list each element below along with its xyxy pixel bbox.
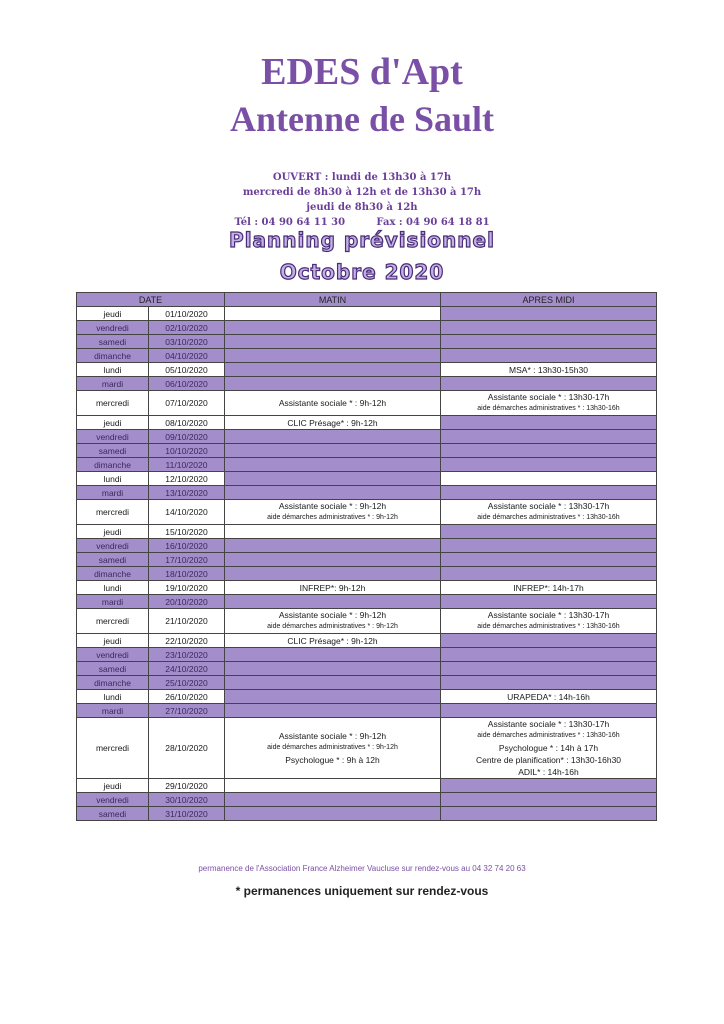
slot-entry: Assistante sociale * : 13h30-17h (487, 719, 610, 729)
apres-midi-cell (441, 690, 657, 704)
row-date: 31/10/2020 (149, 807, 225, 821)
slot-entry: CLIC Présage* : 9h-12h (287, 417, 378, 428)
table-row (77, 472, 657, 486)
table-row (77, 363, 657, 377)
apres-midi-cell (441, 634, 657, 648)
matin-cell (225, 704, 441, 718)
table-row (77, 486, 657, 500)
row-date: 10/10/2020 (149, 444, 225, 458)
row-date: 23/10/2020 (149, 648, 225, 662)
hours-line-2: mercredi de 8h30 à 12h et de 13h30 à 17h (242, 187, 482, 198)
row-date: 01/10/2020 (149, 307, 225, 321)
table-row (77, 595, 657, 609)
matin-cell (225, 609, 441, 634)
table-row (77, 391, 657, 416)
table-row (77, 807, 657, 821)
apres-midi-cell (441, 500, 657, 525)
apres-midi-cell (441, 472, 657, 486)
matin-cell (225, 458, 441, 472)
slot-entry: Assistante sociale * : 9h-12h (278, 398, 387, 408)
apres-midi-cell (441, 676, 657, 690)
slot-entry: CLIC Présage* : 9h-12h (287, 635, 378, 646)
opening-hours (0, 170, 724, 230)
row-date: 18/10/2020 (149, 567, 225, 581)
slot-entry: URAPEDA* : 14h-16h (507, 691, 590, 702)
apres-midi-cell (441, 581, 657, 595)
row-date: 27/10/2020 (149, 704, 225, 718)
matin-cell (225, 539, 441, 553)
row-day: jeudi (77, 416, 149, 430)
matin-cell (225, 377, 441, 391)
apres-midi-cell (441, 662, 657, 676)
row-day: samedi (77, 444, 149, 458)
row-day: vendredi (77, 793, 149, 807)
apres-midi-cell (441, 793, 657, 807)
row-date: 17/10/2020 (149, 553, 225, 567)
slot-entry: Centre de planification* : 13h30-16h30 (475, 755, 622, 765)
matin-cell (225, 793, 441, 807)
table-row (77, 634, 657, 648)
table-row (77, 793, 657, 807)
matin-cell (225, 486, 441, 500)
matin-cell (225, 718, 441, 779)
slot-entry: Assistante sociale * : 9h-12h (278, 501, 387, 511)
apres-midi-cell (441, 307, 657, 321)
row-date: 14/10/2020 (149, 500, 225, 525)
row-date: 16/10/2020 (149, 539, 225, 553)
apres-midi-cell (441, 444, 657, 458)
apres-midi-cell (441, 718, 657, 779)
title-edes: EDES d'Apt (261, 51, 463, 93)
row-date: 24/10/2020 (149, 662, 225, 676)
apres-midi-cell (441, 779, 657, 793)
matin-cell (225, 779, 441, 793)
table-row (77, 321, 657, 335)
row-date: 11/10/2020 (149, 458, 225, 472)
table-row (77, 430, 657, 444)
row-day: samedi (77, 335, 149, 349)
matin-cell (225, 363, 441, 377)
alzheimer-note: permanence de l'Association France Alzheimer Vaucluse sur rendez-vous au 04 32 74 20 63 (198, 864, 526, 873)
matin-cell (225, 648, 441, 662)
title-antenne: Antenne de Sault (229, 99, 495, 139)
schedule-table (76, 292, 657, 821)
matin-cell (225, 662, 441, 676)
slot-entry: Assistante sociale * : 9h-12h (278, 731, 387, 741)
slot-entry: ADIL* : 14h-16h (518, 767, 579, 777)
table-row (77, 609, 657, 634)
telephone: Tél : 04 90 64 11 30 (234, 217, 346, 228)
apres-midi-cell (441, 321, 657, 335)
matin-cell (225, 567, 441, 581)
row-day: jeudi (77, 779, 149, 793)
apres-midi-cell (441, 458, 657, 472)
row-date: 22/10/2020 (149, 634, 225, 648)
slot-entry: INFREP*: 14h-17h (513, 582, 584, 593)
slot-entry: Psychologue * : 9h à 12h (285, 755, 380, 765)
slot-entry: INFREP*: 9h-12h (299, 582, 366, 593)
row-date: 15/10/2020 (149, 525, 225, 539)
table-row (77, 444, 657, 458)
matin-cell (225, 581, 441, 595)
table-row (77, 718, 657, 779)
row-day: vendredi (77, 321, 149, 335)
matin-cell (225, 430, 441, 444)
apres-midi-cell (441, 609, 657, 634)
row-day: dimanche (77, 676, 149, 690)
row-date: 03/10/2020 (149, 335, 225, 349)
row-date: 05/10/2020 (149, 363, 225, 377)
table-row (77, 307, 657, 321)
table-row (77, 779, 657, 793)
slot-entry: aide démarches administratives * : 9h-12h (267, 514, 398, 521)
row-day: mercredi (77, 391, 149, 416)
row-day: mardi (77, 704, 149, 718)
matin-cell (225, 472, 441, 486)
table-header-row (77, 293, 657, 307)
apres-midi-cell (441, 486, 657, 500)
row-day: vendredi (77, 539, 149, 553)
apres-midi-cell (441, 377, 657, 391)
table-row (77, 690, 657, 704)
apres-midi-cell (441, 704, 657, 718)
appointment-note: * permanences uniquement sur rendez-vous (235, 884, 489, 898)
apres-midi-cell (441, 807, 657, 821)
matin-cell (225, 676, 441, 690)
row-date: 20/10/2020 (149, 595, 225, 609)
table-row (77, 416, 657, 430)
row-date: 25/10/2020 (149, 676, 225, 690)
row-day: dimanche (77, 567, 149, 581)
row-date: 21/10/2020 (149, 609, 225, 634)
matin-cell (225, 553, 441, 567)
table-row (77, 581, 657, 595)
matin-cell (225, 391, 441, 416)
table-row (77, 377, 657, 391)
row-day: samedi (77, 553, 149, 567)
table-row (77, 553, 657, 567)
row-day: jeudi (77, 634, 149, 648)
matin-cell (225, 690, 441, 704)
slot-entry: aide démarches administratives * : 13h30-16h (477, 405, 620, 412)
table-row (77, 704, 657, 718)
header-apres-midi: APRES MIDI (441, 293, 657, 307)
apres-midi-cell (441, 595, 657, 609)
slot-entry: aide démarches administratives * : 13h30-16h (477, 623, 620, 630)
matin-cell (225, 416, 441, 430)
row-day: mercredi (77, 718, 149, 779)
apres-midi-cell (441, 416, 657, 430)
row-date: 08/10/2020 (149, 416, 225, 430)
row-day: jeudi (77, 307, 149, 321)
row-day: vendredi (77, 648, 149, 662)
row-date: 29/10/2020 (149, 779, 225, 793)
table-row (77, 539, 657, 553)
header-date: DATE (77, 293, 225, 307)
row-day: mardi (77, 595, 149, 609)
table-row (77, 335, 657, 349)
row-day: jeudi (77, 525, 149, 539)
row-day: vendredi (77, 430, 149, 444)
matin-cell (225, 634, 441, 648)
slot-entry: Assistante sociale * : 13h30-17h (487, 501, 610, 511)
row-date: 06/10/2020 (149, 377, 225, 391)
matin-cell (225, 444, 441, 458)
row-date: 13/10/2020 (149, 486, 225, 500)
apres-midi-cell (441, 430, 657, 444)
row-date: 26/10/2020 (149, 690, 225, 704)
slot-entry: aide démarches administratives * : 13h30-16h (477, 732, 620, 739)
matin-cell (225, 321, 441, 335)
table-row (77, 525, 657, 539)
row-date: 28/10/2020 (149, 718, 225, 779)
apres-midi-cell (441, 349, 657, 363)
table-row (77, 567, 657, 581)
row-day: mercredi (77, 500, 149, 525)
matin-cell (225, 307, 441, 321)
table-row (77, 349, 657, 363)
row-date: 30/10/2020 (149, 793, 225, 807)
apres-midi-cell (441, 363, 657, 377)
apres-midi-cell (441, 525, 657, 539)
table-row (77, 458, 657, 472)
row-day: dimanche (77, 349, 149, 363)
hours-line-1: OUVERT : lundi de 13h30 à 17h (272, 172, 452, 183)
row-day: mardi (77, 377, 149, 391)
row-day: lundi (77, 363, 149, 377)
row-date: 02/10/2020 (149, 321, 225, 335)
row-date: 07/10/2020 (149, 391, 225, 416)
table-row (77, 676, 657, 690)
apres-midi-cell (441, 648, 657, 662)
apres-midi-cell (441, 553, 657, 567)
planning-heading: Planning prévisionnel (229, 228, 495, 252)
row-day: lundi (77, 690, 149, 704)
slot-entry: Assistante sociale * : 13h30-17h (487, 392, 610, 402)
matin-cell (225, 807, 441, 821)
matin-cell (225, 335, 441, 349)
slot-entry: Psychologue * : 14h à 17h (498, 743, 599, 753)
row-day: lundi (77, 581, 149, 595)
apres-midi-cell (441, 335, 657, 349)
row-day: mercredi (77, 609, 149, 634)
slot-entry: Assistante sociale * : 13h30-17h (487, 610, 610, 620)
table-row (77, 662, 657, 676)
row-day: samedi (77, 807, 149, 821)
slot-entry: MSA* : 13h30-15h30 (509, 364, 588, 375)
row-date: 12/10/2020 (149, 472, 225, 486)
matin-cell (225, 500, 441, 525)
row-day: lundi (77, 472, 149, 486)
slot-entry: Assistante sociale * : 9h-12h (278, 610, 387, 620)
slot-entry: aide démarches administratives * : 9h-12h (267, 623, 398, 630)
apres-midi-cell (441, 567, 657, 581)
fax: Fax : 04 90 64 18 81 (376, 217, 490, 228)
table-row (77, 648, 657, 662)
row-day: samedi (77, 662, 149, 676)
matin-cell (225, 595, 441, 609)
row-date: 19/10/2020 (149, 581, 225, 595)
row-date: 04/10/2020 (149, 349, 225, 363)
header-matin: MATIN (225, 293, 441, 307)
month-heading: Octobre 2020 (279, 260, 445, 284)
apres-midi-cell (441, 539, 657, 553)
table-row (77, 500, 657, 525)
row-date: 09/10/2020 (149, 430, 225, 444)
hours-line-3: jeudi de 8h30 à 12h (306, 202, 418, 213)
apres-midi-cell (441, 391, 657, 416)
slot-entry: aide démarches administratives * : 9h-12h (267, 744, 398, 751)
slot-entry: aide démarches administratives * : 13h30-16h (477, 514, 620, 521)
matin-cell (225, 349, 441, 363)
schedule-body (77, 307, 657, 821)
matin-cell (225, 525, 441, 539)
row-day: mardi (77, 486, 149, 500)
row-day: dimanche (77, 458, 149, 472)
